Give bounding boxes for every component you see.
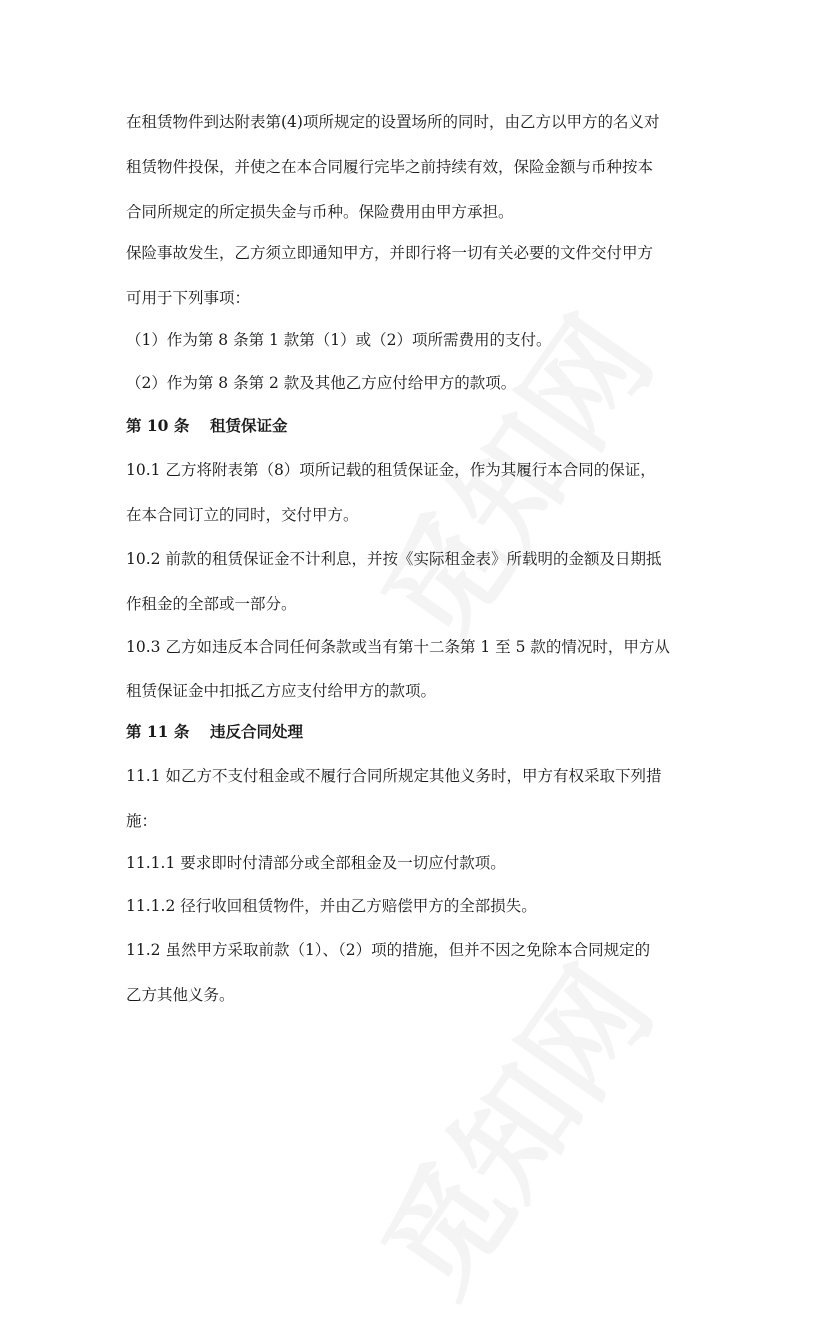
clause-10-2: 10.2 前款的租赁保证金不计利息，并按《实际租金表》所载明的金额及日期抵	[126, 550, 662, 568]
article-10-heading	[126, 416, 716, 436]
article-number: 第 10 条	[126, 416, 190, 435]
paragraph-line: 在本合同订立的同时，交付甲方。	[126, 506, 359, 524]
article-11-heading	[126, 722, 716, 742]
clause-10-3: 10.3 乙方如违反本合同任何条款或当有第十二条第 1 至 5 款的情况时，甲方从	[126, 638, 670, 656]
paragraph-line: 合同所规定的所定损失金与币种。保险费用由甲方承担。	[126, 203, 514, 221]
paragraph-line: 保险事故发生，乙方须立即通知甲方，并即行将一切有关必要的文件交付甲方	[126, 244, 654, 262]
paragraph-line: 租赁保证金中扣抵乙方应支付给甲方的款项。	[126, 682, 437, 700]
article-title: 违反合同处理	[210, 722, 304, 741]
list-item: （1）作为第 8 条第 1 款第（1）或（2）项所需费用的支付。	[126, 331, 552, 349]
paragraph-line: 作租金的全部或一部分。	[126, 595, 297, 613]
paragraph-line: 施：	[126, 812, 158, 830]
article-title: 租赁保证金	[210, 416, 288, 435]
paragraph-line: 乙方其他义务。	[126, 986, 235, 1004]
clause-11-1-1: 11.1.1 要求即时付清部分或全部租金及一切应付款项。	[126, 854, 506, 872]
clause-11-2: 11.2 虽然甲方采取前款（1）、（2）项的措施，但并不因之免除本合同规定的	[126, 941, 651, 959]
clause-11-1: 11.1 如乙方不支付租金或不履行合同所规定其他义务时，甲方有权采取下列措	[126, 767, 662, 785]
paragraph-line: 可用于下列事项：	[126, 289, 251, 307]
paragraph-line: 在租赁物件到达附表第(4)项所规定的设置场所的同时，由乙方以甲方的名义对	[126, 113, 660, 131]
clause-10-1: 10.1 乙方将附表第（8）项所记载的租赁保证金，作为其履行本合同的保证，	[126, 461, 656, 479]
clause-11-1-2: 11.1.2 径行收回租赁物件，并由乙方赔偿甲方的全部损失。	[126, 897, 537, 915]
paragraph-line: 租赁物件投保，并使之在本合同履行完毕之前持续有效，保险金额与币种按本	[126, 158, 654, 176]
list-item: （2）作为第 8 条第 2 款及其他乙方应付给甲方的款项。	[126, 374, 517, 392]
article-number: 第 11 条	[126, 722, 190, 741]
